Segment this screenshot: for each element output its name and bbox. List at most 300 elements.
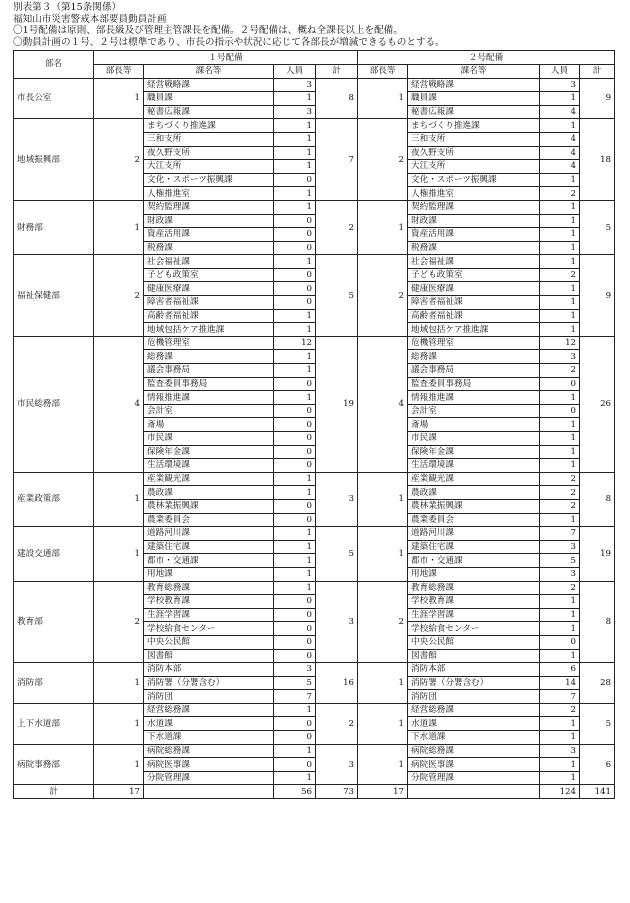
plan1-staff-count: 1	[274, 703, 316, 717]
plan1-section-name: 教育総務課	[144, 581, 274, 595]
plan2-section-name: 学校給食センター	[408, 622, 540, 636]
dept-name: 財務部	[14, 200, 94, 254]
note-1: 〇1号配備は原則、部長級及び管理主管課長を配備。２号配備は、概ね全課長以上を配備。	[13, 25, 403, 37]
plan2-section-name: 財政課	[408, 214, 540, 228]
plan2-section-name: 消防署（分署含む）	[408, 676, 540, 690]
plan1-section-name: 秘書広報課	[144, 105, 274, 119]
plan1-section-name: 経営戦略課	[144, 78, 274, 92]
plan2-staff-count: 1	[540, 173, 580, 187]
plan1-staff-count: 3	[274, 105, 316, 119]
plan1-section-name: 生活環境課	[144, 459, 274, 473]
plan1-staff-count: 0	[274, 377, 316, 391]
plan1-section-name: 夜久野支所	[144, 146, 274, 160]
plan2-staff-count: 3	[540, 540, 580, 554]
plan2-staff-count: 4	[540, 105, 580, 119]
plan2-section-name: 生活環境課	[408, 459, 540, 473]
plan1-staff-count: 1	[274, 350, 316, 364]
plan1-section-name: 病院医事課	[144, 758, 274, 772]
total-plan1-staff: 56	[274, 785, 316, 799]
plan2-subtotal: 9	[580, 255, 615, 337]
plan2-section-name: 下水道課	[408, 731, 540, 745]
plan2-staff-count: 6	[540, 663, 580, 677]
plan2-section-name: 危機管理室	[408, 336, 540, 350]
plan2-section-name: 生涯学習課	[408, 608, 540, 622]
plan2-section-name: 農政課	[408, 486, 540, 500]
plan2-staff-count: 1	[540, 513, 580, 527]
plan2-section-name: 総務課	[408, 350, 540, 364]
plan2-staff-count: 2	[540, 187, 580, 201]
total-plan2-section-blank	[408, 785, 540, 799]
plan1-section-name: 農政課	[144, 486, 274, 500]
plan2-head-count: 2	[358, 255, 408, 337]
plan1-staff-count: 1	[274, 540, 316, 554]
plan1-section-name: 病院総務課	[144, 744, 274, 758]
plan1-section-name: 健康医療課	[144, 282, 274, 296]
plan2-staff-count: 1	[540, 119, 580, 133]
plan1-staff-count: 1	[274, 554, 316, 568]
plan2-staff-count: 2	[540, 499, 580, 513]
plan2-staff-count: 4	[540, 132, 580, 146]
plan1-head-count: 1	[94, 663, 144, 704]
plan2-staff-count: 7	[540, 690, 580, 704]
plan1-head-count: 4	[94, 336, 144, 472]
plan1-staff-count: 1	[274, 323, 316, 337]
plan1-section-name: 税務課	[144, 241, 274, 255]
plan1-section-name: 総務課	[144, 350, 274, 364]
plan2-staff-count: 3	[540, 350, 580, 364]
plan2-staff-count: 1	[540, 92, 580, 106]
plan2-staff-count: 1	[540, 771, 580, 785]
plan1-staff-count: 1	[274, 119, 316, 133]
plan1-section-name: 監査委員事務局	[144, 377, 274, 391]
plan2-section-name: 資産活用課	[408, 228, 540, 242]
plan1-subtotal: 3	[316, 744, 358, 785]
plan1-section-name: 水道課	[144, 717, 274, 731]
plan1-staff-count: 3	[274, 78, 316, 92]
plan2-section-name: 図書館	[408, 649, 540, 663]
table-row	[14, 119, 615, 133]
plan1-subtotal: 16	[316, 663, 358, 704]
dept-name: 病院事務部	[14, 744, 94, 785]
plan1-staff-count: 1	[274, 146, 316, 160]
plan1-section-name: 三和支所	[144, 132, 274, 146]
plan2-subtotal: 18	[580, 119, 615, 201]
plan2-staff-count: 14	[540, 676, 580, 690]
plan2-staff-count: 3	[540, 78, 580, 92]
plan2-staff-count: 1	[540, 296, 580, 310]
plan1-staff-count: 0	[274, 282, 316, 296]
plan1-head-count: 2	[94, 119, 144, 201]
total-plan2-head: 17	[358, 785, 408, 799]
note-2: 〇動員計画の１号、２号は標準であり、市長の指示や状況に応じて各部長が増減できるものとする。	[13, 36, 445, 48]
plan2-staff-count: 2	[540, 486, 580, 500]
plan1-section-name: 資産活用課	[144, 228, 274, 242]
plan2-section-header: 課名等	[408, 64, 540, 78]
plan2-section-name: 道路河川課	[408, 527, 540, 541]
plan2-section-name: 文化・スポーツ振興課	[408, 173, 540, 187]
total-plan1-section-blank	[144, 785, 274, 799]
plan1-staff-count: 1	[274, 391, 316, 405]
plan1-section-name: 農業委員会	[144, 513, 274, 527]
plan2-section-name: 斎場	[408, 418, 540, 432]
plan2-section-name: 中央公民館	[408, 635, 540, 649]
dept-name: 上下水道部	[14, 703, 94, 744]
total-section	[14, 785, 615, 799]
plan2-staff-count: 1	[540, 595, 580, 609]
plan2-section-name: 市民課	[408, 432, 540, 446]
plan1-staff-count: 1	[274, 200, 316, 214]
plan2-staff-count: 1	[540, 228, 580, 242]
dept-header: 部名	[14, 51, 94, 78]
plan1-staff-count: 1	[274, 581, 316, 595]
plan2-staff-count: 1	[540, 608, 580, 622]
total-plan2-subtotal: 141	[580, 785, 615, 799]
dept-name: 産業政策部	[14, 472, 94, 526]
plan2-staff-count: 12	[540, 336, 580, 350]
plan2-staff-count: 0	[540, 404, 580, 418]
table-row	[14, 255, 615, 269]
dept-name: 福祉保健部	[14, 255, 94, 337]
document-title: 福知山市災害警戒本部要員動員計画	[13, 13, 167, 25]
plan1-staff-count: 0	[274, 214, 316, 228]
plan2-section-name: 病院医事課	[408, 758, 540, 772]
plan2-section-name: 職員課	[408, 92, 540, 106]
plan2-section-name: 農林業振興課	[408, 499, 540, 513]
plan1-section-name: 下水道課	[144, 731, 274, 745]
plan1-staff-count: 0	[274, 268, 316, 282]
total-plan1-head: 17	[94, 785, 144, 799]
plan2-section-name: 保険年金課	[408, 445, 540, 459]
plan2-staff-count: 3	[540, 567, 580, 581]
plan2-section-name: まちづくり推進課	[408, 119, 540, 133]
plan1-subtotal: 3	[316, 472, 358, 526]
table-row	[14, 336, 615, 350]
plan1-head-count: 1	[94, 744, 144, 785]
plan1-head-count: 1	[94, 200, 144, 254]
plan1-section-name: 情報推進課	[144, 391, 274, 405]
plan2-staff-count: 4	[540, 160, 580, 174]
plan2-section-name: 子ども政策室	[408, 268, 540, 282]
plan2-section-name: 教育総務課	[408, 581, 540, 595]
plan1-staff-count: 1	[274, 527, 316, 541]
plan2-subtotal: 6	[580, 744, 615, 785]
plan2-section-name: 消防本部	[408, 663, 540, 677]
plan2-section-name: 三和支所	[408, 132, 540, 146]
plan1-section-name: 生涯学習課	[144, 608, 274, 622]
plan1-section-name: 地域包括ケア推進課	[144, 323, 274, 337]
plan1-section-name: 職員課	[144, 92, 274, 106]
plan1-staff-count: 0	[274, 296, 316, 310]
plan1-subtotal: 7	[316, 119, 358, 201]
plan1-staff-header: 人員	[274, 64, 316, 78]
plan1-staff-count: 1	[274, 771, 316, 785]
plan1-section-header: 課名等	[144, 64, 274, 78]
plan1-staff-count: 1	[274, 472, 316, 486]
plan2-staff-count: 1	[540, 200, 580, 214]
plan1-section-name: 財政課	[144, 214, 274, 228]
plan1-head-count: 2	[94, 581, 144, 663]
plan2-header: ２号配備	[358, 51, 615, 65]
plan2-staff-count: 0	[540, 635, 580, 649]
appendix-label: 別表第３（第15条関係）	[13, 2, 122, 13]
table-row	[14, 663, 615, 677]
plan2-staff-count: 2	[540, 268, 580, 282]
plan1-section-name: 学校給食センター	[144, 622, 274, 636]
plan1-subtotal: 5	[316, 255, 358, 337]
plan2-head-count: 1	[358, 78, 408, 119]
plan1-staff-count: 0	[274, 241, 316, 255]
plan2-staff-count: 2	[540, 472, 580, 486]
plan2-section-name: 秘書広報課	[408, 105, 540, 119]
plan1-staff-count: 5	[274, 676, 316, 690]
dept-name: 市民総務部	[14, 336, 94, 472]
plan1-section-name: 都市・交通課	[144, 554, 274, 568]
plan2-staff-count: 2	[540, 703, 580, 717]
plan1-head-count: 1	[94, 703, 144, 744]
plan1-section-name: 会計室	[144, 404, 274, 418]
plan1-section-name: 高齢者福祉課	[144, 309, 274, 323]
plan1-staff-count: 1	[274, 132, 316, 146]
plan1-section-name: 中央公民館	[144, 635, 274, 649]
plan2-subtotal: 5	[580, 703, 615, 744]
plan1-head-count: 1	[94, 472, 144, 526]
plan1-section-name: 産業観光課	[144, 472, 274, 486]
plan2-section-name: 情報推進課	[408, 391, 540, 405]
plan2-head-count: 1	[358, 472, 408, 526]
table-row	[14, 581, 615, 595]
table-body	[14, 78, 615, 785]
plan2-section-name: 夜久野支所	[408, 146, 540, 160]
plan2-head-count: 1	[358, 744, 408, 785]
plan2-head-count: 1	[358, 200, 408, 254]
plan1-staff-count: 12	[274, 336, 316, 350]
plan2-staff-count: 1	[540, 391, 580, 405]
plan2-section-name: 契約監理課	[408, 200, 540, 214]
plan2-staff-count: 5	[540, 554, 580, 568]
plan2-section-name: 産業観光課	[408, 472, 540, 486]
plan1-staff-count: 1	[274, 744, 316, 758]
plan1-section-name: 用地課	[144, 567, 274, 581]
plan1-section-name: 学校教育課	[144, 595, 274, 609]
table-header-row-2	[14, 64, 615, 78]
plan1-section-name: 市民課	[144, 432, 274, 446]
plan2-staff-count: 2	[540, 581, 580, 595]
plan1-subtotal: 2	[316, 200, 358, 254]
plan2-subtotal: 26	[580, 336, 615, 472]
plan1-section-name: 大江支所	[144, 160, 274, 174]
plan1-staff-count: 1	[274, 255, 316, 269]
plan2-subtotal: 5	[580, 200, 615, 254]
plan1-staff-count: 0	[274, 432, 316, 446]
plan2-section-name: 高齢者福祉課	[408, 309, 540, 323]
plan1-head-count: 2	[94, 255, 144, 337]
plan2-staff-count: 1	[540, 459, 580, 473]
dept-name: 教育部	[14, 581, 94, 663]
plan2-staff-count: 4	[540, 146, 580, 160]
plan1-staff-count: 1	[274, 309, 316, 323]
plan2-staff-count: 3	[540, 744, 580, 758]
total-label: 計	[14, 785, 94, 799]
plan1-staff-count: 0	[274, 499, 316, 513]
plan2-subtotal: 19	[580, 527, 615, 581]
plan1-section-name: 経営総務課	[144, 703, 274, 717]
plan2-section-name: 水道課	[408, 717, 540, 731]
plan1-staff-count: 0	[274, 595, 316, 609]
table-row	[14, 744, 615, 758]
total-row	[14, 785, 615, 799]
plan1-staff-count: 0	[274, 758, 316, 772]
plan2-staff-count: 1	[540, 214, 580, 228]
plan2-staff-count: 1	[540, 418, 580, 432]
dept-name: 消防部	[14, 663, 94, 704]
plan1-section-name: 農林業振興課	[144, 499, 274, 513]
plan1-staff-count: 1	[274, 364, 316, 378]
plan2-staff-count: 1	[540, 309, 580, 323]
plan1-staff-count: 0	[274, 608, 316, 622]
plan2-staff-header: 人員	[540, 64, 580, 78]
plan1-staff-count: 0	[274, 404, 316, 418]
plan2-section-name: 議会事務局	[408, 364, 540, 378]
plan2-staff-count: 1	[540, 758, 580, 772]
plan2-head-header: 部長等	[358, 64, 408, 78]
plan1-section-name: 人権推進室	[144, 187, 274, 201]
total-plan1-subtotal: 73	[316, 785, 358, 799]
plan1-staff-count: 7	[274, 690, 316, 704]
plan1-section-name: 消防署（分署含む）	[144, 676, 274, 690]
plan1-staff-count: 3	[274, 663, 316, 677]
plan1-section-name: 図書館	[144, 649, 274, 663]
plan1-section-name: 危機管理室	[144, 336, 274, 350]
plan1-staff-count: 0	[274, 717, 316, 731]
plan2-subtotal-header: 計	[580, 64, 615, 78]
plan2-section-name: 経営戦略課	[408, 78, 540, 92]
plan2-staff-count: 1	[540, 649, 580, 663]
plan2-section-name: 社会福祉課	[408, 255, 540, 269]
plan1-section-name: 保険年金課	[144, 445, 274, 459]
plan2-subtotal: 9	[580, 78, 615, 119]
table-row	[14, 78, 615, 92]
plan1-staff-count: 1	[274, 160, 316, 174]
plan2-section-name: 消防団	[408, 690, 540, 704]
plan2-head-count: 1	[358, 703, 408, 744]
dept-name: 建設交通部	[14, 527, 94, 581]
plan1-section-name: 文化・スポーツ振興課	[144, 173, 274, 187]
plan1-staff-count: 1	[274, 486, 316, 500]
plan2-staff-count: 1	[540, 731, 580, 745]
plan1-staff-count: 0	[274, 418, 316, 432]
plan1-section-name: 消防団	[144, 690, 274, 704]
plan2-staff-count: 1	[540, 432, 580, 446]
dept-name: 地域振興部	[14, 119, 94, 201]
plan1-section-name: 障害者福祉課	[144, 296, 274, 310]
plan1-subtotal: 19	[316, 336, 358, 472]
plan1-section-name: 子ども政策室	[144, 268, 274, 282]
plan1-staff-count: 1	[274, 187, 316, 201]
plan1-staff-count: 0	[274, 649, 316, 663]
mobilization-table	[13, 50, 615, 799]
table-row	[14, 527, 615, 541]
plan2-head-count: 4	[358, 336, 408, 472]
plan2-section-name: 用地課	[408, 567, 540, 581]
plan1-subtotal: 8	[316, 78, 358, 119]
plan2-staff-count: 1	[540, 622, 580, 636]
plan2-section-name: 農業委員会	[408, 513, 540, 527]
plan1-staff-count: 0	[274, 513, 316, 527]
plan1-section-name: 分院管理課	[144, 771, 274, 785]
plan1-staff-count: 0	[274, 622, 316, 636]
plan2-section-name: 障害者福祉課	[408, 296, 540, 310]
table-row	[14, 703, 615, 717]
plan1-section-name: 社会福祉課	[144, 255, 274, 269]
plan2-staff-count: 1	[540, 717, 580, 731]
plan1-section-name: 建築住宅課	[144, 540, 274, 554]
plan1-section-name: 道路河川課	[144, 527, 274, 541]
plan2-staff-count: 1	[540, 241, 580, 255]
plan2-section-name: 分院管理課	[408, 771, 540, 785]
plan2-section-name: 健康医療課	[408, 282, 540, 296]
plan1-staff-count: 0	[274, 445, 316, 459]
plan1-header: １号配備	[94, 51, 358, 65]
plan2-staff-count: 1	[540, 255, 580, 269]
plan2-section-name: 地域包括ケア推進課	[408, 323, 540, 337]
plan2-section-name: 税務課	[408, 241, 540, 255]
plan1-staff-count: 0	[274, 635, 316, 649]
plan2-section-name: 都市・交通課	[408, 554, 540, 568]
plan1-section-name: 斎場	[144, 418, 274, 432]
plan2-section-name: 会計室	[408, 404, 540, 418]
plan2-staff-count: 7	[540, 527, 580, 541]
plan2-staff-count: 2	[540, 364, 580, 378]
plan2-head-count: 2	[358, 119, 408, 201]
plan1-subtotal: 5	[316, 527, 358, 581]
total-plan2-staff: 124	[540, 785, 580, 799]
plan1-staff-count: 0	[274, 173, 316, 187]
plan2-section-name: 監査委員事務局	[408, 377, 540, 391]
plan1-section-name: 議会事務局	[144, 364, 274, 378]
plan2-subtotal: 28	[580, 663, 615, 704]
plan2-section-name: 大江支所	[408, 160, 540, 174]
plan1-staff-count: 1	[274, 92, 316, 106]
table-row	[14, 200, 615, 214]
dept-name: 市長公室	[14, 78, 94, 119]
plan2-staff-count: 1	[540, 323, 580, 337]
plan1-subtotal-header: 計	[316, 64, 358, 78]
plan2-section-name: 経営総務課	[408, 703, 540, 717]
plan1-head-header: 部長等	[94, 64, 144, 78]
plan2-head-count: 2	[358, 581, 408, 663]
plan1-staff-count: 1	[274, 567, 316, 581]
plan1-head-count: 1	[94, 78, 144, 119]
plan1-staff-count: 0	[274, 459, 316, 473]
table-header-row-1	[14, 51, 615, 65]
plan2-subtotal: 8	[580, 472, 615, 526]
plan2-head-count: 1	[358, 527, 408, 581]
plan1-section-name: 契約監理課	[144, 200, 274, 214]
plan2-subtotal: 8	[580, 581, 615, 663]
plan2-staff-count: 0	[540, 377, 580, 391]
plan2-section-name: 病院総務課	[408, 744, 540, 758]
table-row	[14, 472, 615, 486]
plan1-section-name: まちづくり推進課	[144, 119, 274, 133]
plan2-staff-count: 1	[540, 445, 580, 459]
plan2-staff-count: 1	[540, 282, 580, 296]
plan2-section-name: 人権推進室	[408, 187, 540, 201]
plan1-staff-count: 0	[274, 731, 316, 745]
plan2-head-count: 1	[358, 663, 408, 704]
plan1-subtotal: 3	[316, 581, 358, 663]
plan1-staff-count: 0	[274, 228, 316, 242]
plan1-head-count: 1	[94, 527, 144, 581]
